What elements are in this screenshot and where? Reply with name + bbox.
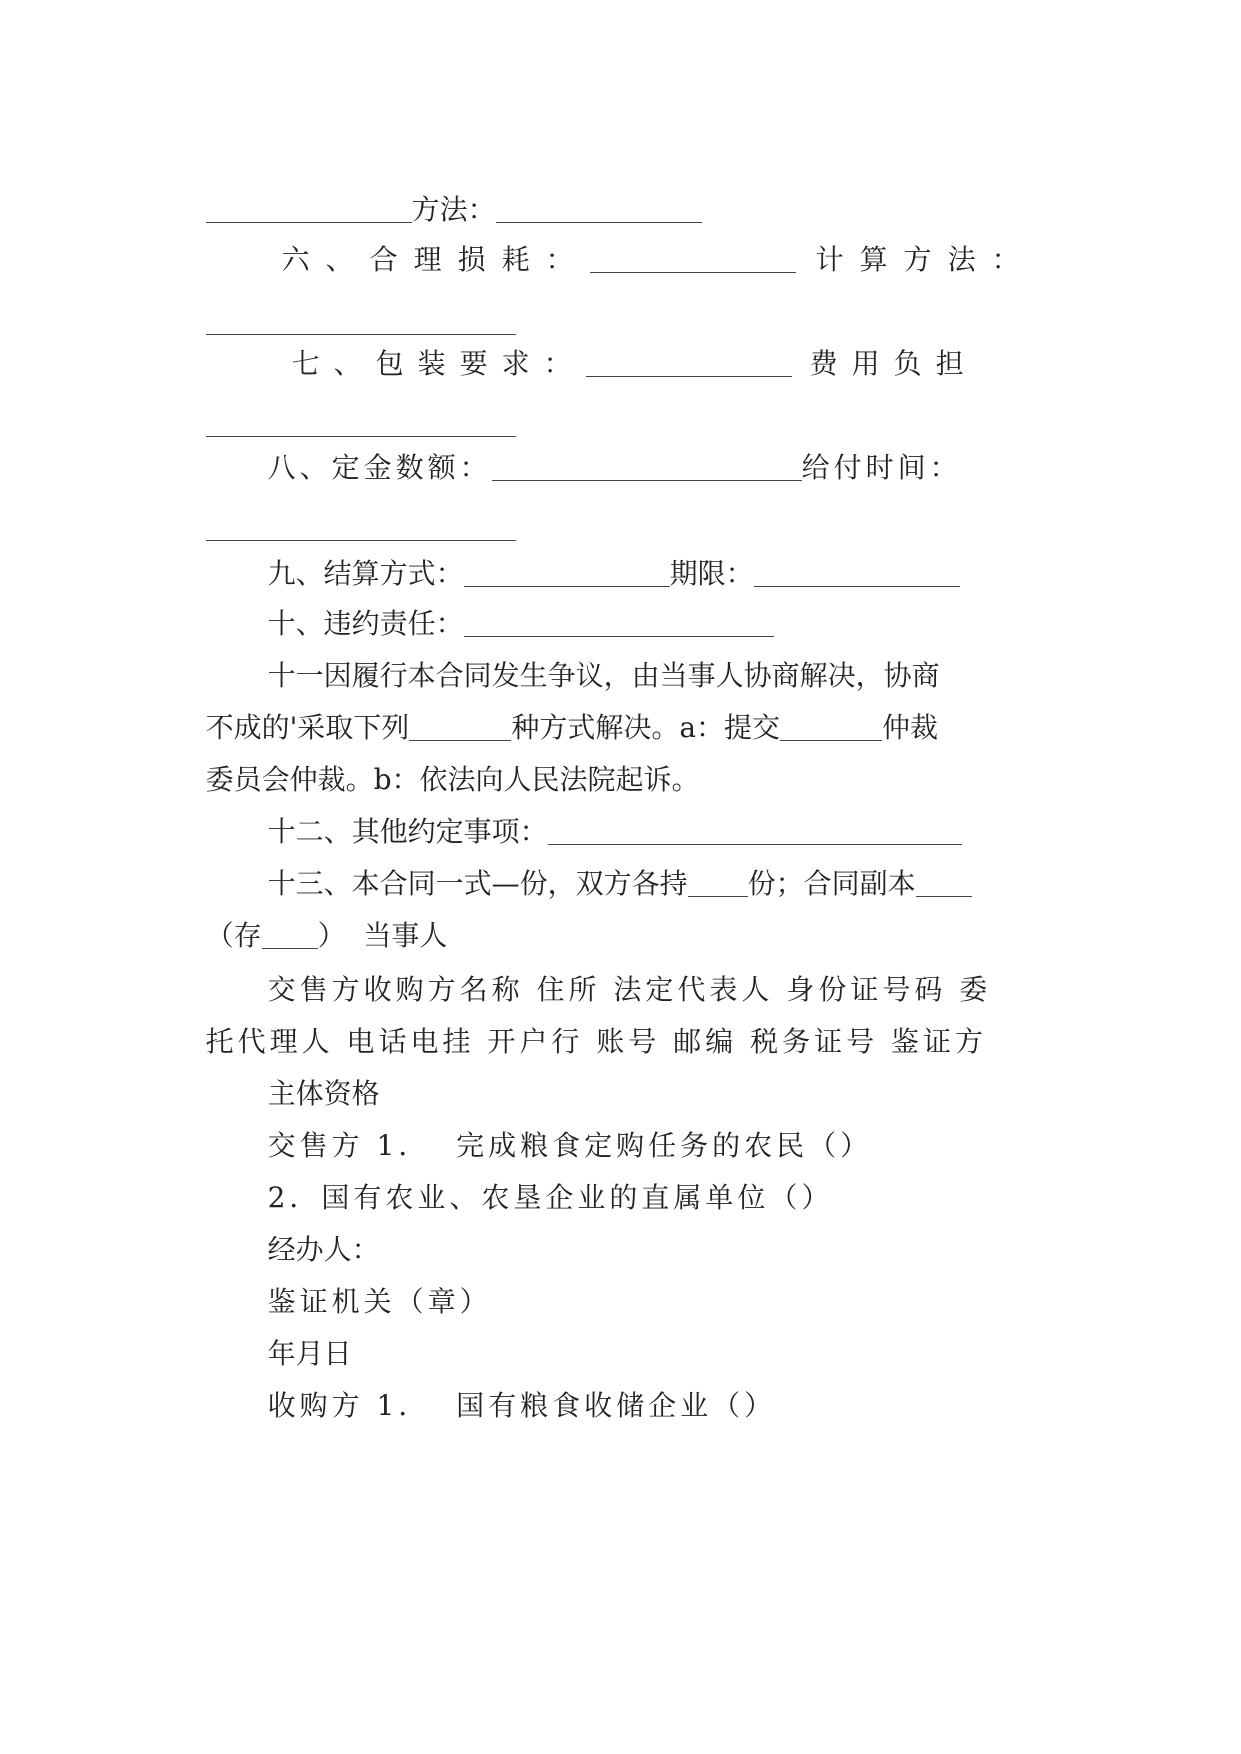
fill-blank [688, 896, 748, 897]
fill-blank [586, 376, 792, 377]
text: 十、违约责任： [267, 607, 464, 640]
text: 计算方法： [815, 243, 1036, 276]
text: 2．国有农业、农垦企业的直属单位（） [267, 1181, 834, 1214]
fill-blank [492, 480, 802, 481]
text: 收购方 1． 国有粮食收储企业（） [267, 1389, 777, 1422]
text: 八、定金数额： [267, 451, 492, 484]
text: 主体资格 [267, 1077, 380, 1110]
text: 九、结算方式： [267, 557, 464, 590]
text: 种方式解决。a：提交 [511, 711, 781, 744]
text: 给付时间： [801, 451, 962, 484]
text: 期限： [669, 557, 754, 590]
text: 不成的'采取下列 [205, 711, 410, 744]
text: 托代理人 电话电挂 开户行 账号 邮编 税务证号 鉴证方 [205, 1025, 988, 1058]
fill-blank [780, 740, 882, 741]
text: 鉴证机关（章） [267, 1285, 492, 1318]
line-buyer-1 [232, 1346, 776, 1466]
text: 方法： [411, 193, 496, 226]
text: 份；合同副本 [747, 867, 916, 900]
text: 费用负担 [809, 347, 978, 380]
text: 十二、其他约定事项： [267, 815, 548, 848]
text: 年月日 [267, 1337, 352, 1370]
text: ） 当事人 [317, 919, 448, 952]
text: 十一因履行本合同发生争议，由当事人协商解决，协商 [267, 659, 940, 692]
fill-blank [916, 896, 972, 897]
text: 经办人： [267, 1233, 380, 1266]
fill-blank [754, 586, 960, 587]
text: 交售方收购方名称 住所 法定代表人 身份证号码 委 [267, 973, 992, 1006]
text: 仲裁 [882, 711, 939, 744]
text: 六、合理损耗： [281, 243, 590, 276]
text: 委员会仲裁。b：依法向人民法院起诉。 [205, 763, 700, 796]
text: （存 [205, 919, 262, 952]
text: 七、包装要求： [291, 347, 586, 380]
text: 交售方 1． 完成粮食定购任务的农民（） [267, 1129, 873, 1162]
fill-blank [590, 272, 796, 273]
text: 十三、本合同一式—份，双方各持 [267, 867, 688, 900]
